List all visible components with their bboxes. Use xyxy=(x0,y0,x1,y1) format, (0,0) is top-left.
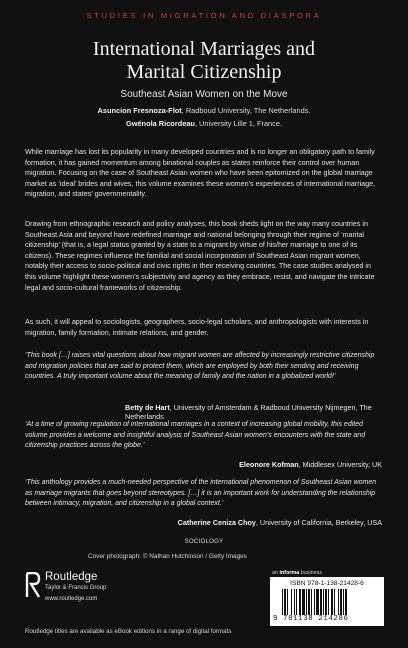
endorsement-attribution-2 xyxy=(239,460,382,469)
author-2-affiliation: , University Lille 1, France. xyxy=(194,119,283,128)
book-title xyxy=(0,38,408,84)
endorser-1-affiliation: , University of Amsterdam & Radboud University Nijmegen, The Netherlands xyxy=(125,403,372,421)
blurb-paragraph-2: Drawing from ethnographic research and policy analyses, this book sheds light on the way many countries in Southeast Asia and beyond have redefined marriage and national belonging through their regime of ‘marital citizenship’ (that is, a legal status granted by a state to a migrant by virtue of his/her marriage to one of its citizens). These regimes influence the familial and social incorporation of Southeast Asian migrant women, notably their access to socio-political and civic rights in their receiving countries. The case studies analysed in this volume highlight these women’s subjectivity and agency as they embrace, resist, and navigate the intricate legal and socio-cultural frameworks of citizenship. xyxy=(25,220,375,292)
title-line-1: International Marriages and xyxy=(92,38,316,60)
publisher-logo xyxy=(25,568,145,608)
publisher-name: Routledge xyxy=(45,571,98,583)
blurb-paragraph-3: As such, it will appeal to sociologists, geographers, socio-legal scholars, and anthropologists with interests in migration, family formation, intimate relations, and gender. xyxy=(25,318,369,337)
informa-suffix: business xyxy=(299,570,323,576)
endorser-2-name: Eleonore Kofman xyxy=(239,460,299,469)
ebook-note: Routledge titles are available as eBook editions in a range of digital formats xyxy=(25,628,232,635)
author-1-name: Asuncion Fresnoza-Flot xyxy=(97,106,182,115)
isbn-number: ISBN 978-1-138-21428-6 xyxy=(290,580,364,587)
isbn-barcode xyxy=(270,577,384,626)
endorser-3-affiliation: , University of California, Berkeley, USA xyxy=(255,518,382,527)
informa-brand: informa xyxy=(279,570,300,576)
title-line-2: Marital Citizenship xyxy=(126,61,282,83)
endorser-3-name: Catherine Ceniza Choy xyxy=(177,518,256,527)
barcode-icon xyxy=(282,589,376,615)
subject-category: SOCIOLOGY xyxy=(184,539,224,545)
publisher-group: Taylor & Francis Group xyxy=(45,585,107,591)
endorsement-quote-1: ‘This book […] raises vital questions about how migrant women are affected by increasingly restrictive citizenship and migration policies that are said to protect them, which are employed by both their sending and receiving countries. A truly important volume about the meaning of family and the nation in a globalized world!’ xyxy=(25,352,375,380)
publisher-url: www.routledge.com xyxy=(45,596,98,602)
author-2 xyxy=(0,119,408,128)
endorser-1-name: Betty de Hart xyxy=(125,403,170,412)
informa-prefix: an xyxy=(272,570,280,576)
author-1-affiliation: , Radboud University, The Netherlands. xyxy=(181,106,311,115)
cover-photo-credit: Cover photograph: © Nathan Hutchinson / Getty Images xyxy=(88,553,247,560)
author-2-name: Gwénola Ricordeau xyxy=(125,119,195,128)
endorsement-attribution-3 xyxy=(178,518,382,527)
endorsement-quote-3: ‘This anthology provides a much-needed perspective of the international phenomenon of Southeast Asian women as marriage migrants that goes beyond stereotypes. […] it is an important work for understanding the relationship between intimacy, migration, and citizenship in a global context.’ xyxy=(25,479,377,507)
book-subtitle: Southeast Asian Women on the Move xyxy=(120,89,288,100)
barcode-digits: 9 781138 214286 xyxy=(273,615,349,623)
informa-tagline xyxy=(272,570,322,576)
series-title: STUDIES IN MIGRATION AND DIASPORA xyxy=(86,11,322,20)
routledge-logo-icon xyxy=(25,572,41,598)
endorser-2-affiliation: , Middlesex University, UK xyxy=(298,460,382,469)
author-1 xyxy=(0,106,408,115)
blurb-paragraph-1: While marriage has lost its popularity in many developed countries and is no longer an obligatory path to family formation, it has gained momentum among binational couples as states reinforce their control over human migration. Focusing on the case of Southeast Asian women who have been epitomized on the global marriage market as ‘ideal’ brides and wives, this volume examines these women’s experiences of international marriage, migration, and states’ governmentality. xyxy=(25,148,376,199)
endorsement-quote-2: ‘At a time of growing regulation of international marriages in a context of increasing global mobility, this edited volume provides a welcome and insightful analysis of Southeast Asian women’s encounters with the state and citizenship practices across the globe.’ xyxy=(25,421,366,449)
endorsement-attribution-1 xyxy=(125,403,408,421)
